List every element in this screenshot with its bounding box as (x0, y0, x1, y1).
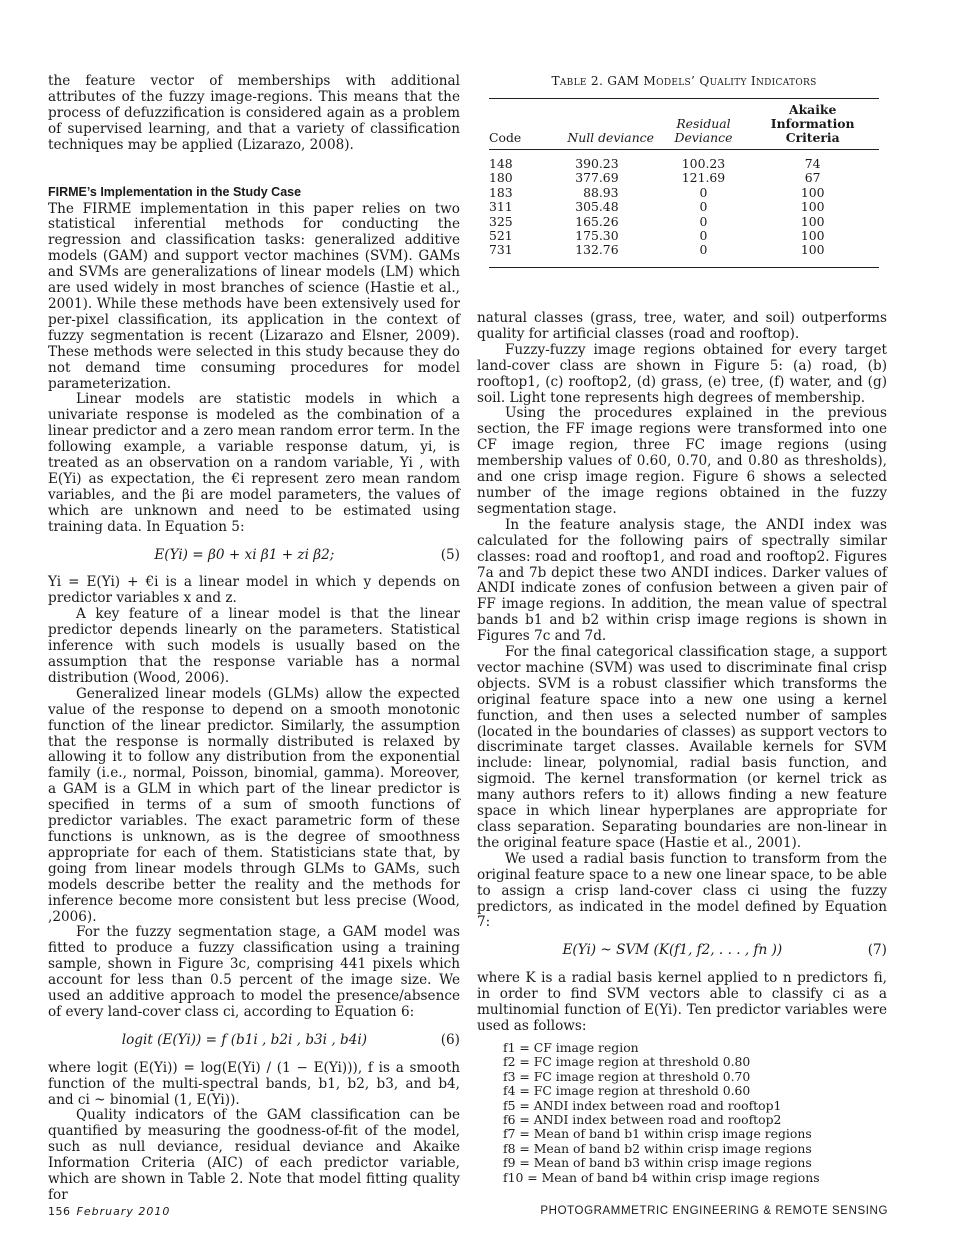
cell-aic: 74 (804, 156, 821, 171)
list-item: f9 = Mean of band b3 within crisp image regions (503, 1155, 812, 1171)
cell-residual-deviance: 0 (699, 213, 708, 229)
cell-null-deviance: 305.48 (575, 199, 619, 215)
equation-7 (477, 943, 887, 959)
paragraph: Fuzzy-fuzzy image regions obtained for every target land-cover class are shown in Figure 5: (a) road, (b) rooftop1, (c) rooftop2, (d) grass, (e) tree, (f) water, and (g) soil. Light tone represents high degrees of membership. (477, 341, 887, 406)
paragraph: natural classes (grass, tree, water, and soil) outperforms quality for artificial classes (road and rooftop). (477, 310, 887, 342)
table-row (489, 186, 879, 200)
cell-null-deviance: 377.69 (575, 170, 619, 186)
list-item: f6 = ANDI index between road and rooftop2 (503, 1111, 782, 1127)
right-column (477, 311, 887, 1185)
cell-null-deviance: 175.30 (575, 228, 619, 244)
equation-number: (7) (867, 942, 887, 959)
equation-expression: logit (E(Yi)) = f (b1i , b2i , b3i , b4i) (121, 1031, 367, 1048)
cell-null-deviance: 165.26 (575, 213, 619, 229)
cell-code: 325 (489, 213, 513, 229)
list-item: f1 = CF image region (503, 1039, 639, 1055)
paragraph: Quality indicators of the GAM classification can be quantified by measuring the goodness-of-fit of the model, such as null deviance, residual deviance and Akaike Information Criteria (AIC) of each predictor variable, which are shown in Table 2. Note that model fitting quality for (48, 1107, 460, 1203)
col-header-residual-deviance (661, 103, 747, 150)
col-header-code: Code (489, 130, 522, 145)
table-2 (489, 74, 879, 268)
paragraph: the feature vector of memberships with additional attributes of the fuzzy image-regions. This means that the process of defuzzification is considered again as a problem of supervised learning, and that a variety of classification techniques may be applied (Lizarazo, 2008). (48, 73, 460, 153)
page-info (48, 1205, 170, 1218)
cell-aic: 100 (800, 242, 825, 258)
predictor-variable-list (503, 1041, 887, 1185)
table-row (489, 229, 879, 243)
paragraph: Yi = E(Yi) + €i is a linear model in which y depends on predictor variables x and z. (48, 574, 460, 607)
list-item: f7 = Mean of band b1 within crisp image regions (503, 1126, 812, 1142)
cell-null-deviance: 390.23 (575, 156, 619, 171)
equation-6 (48, 1033, 460, 1049)
paragraph: Using the procedures explained in the previous section, the FF image regions were transformed into one CF image region, three FC image regions (using membership values of 0.60, 0.70, and 0.80 as thresholds), and one crisp image region. Figure 6 shows a selected number of the image regions obtained in the fuzzy segmentation stage. (477, 405, 887, 517)
list-item: f5 = ANDI index between road and rooftop1 (503, 1097, 782, 1113)
paragraph: In the feature analysis stage, the ANDI index was calculated for the following pairs of spectrally similar classes: road and rooftop1, and road and rooftop2. Figures 7a and 7b depict these two ANDI indices. Darker values of ANDI indicate zones of confusion between a given pair of FF image regions. In addition, the mean value of spectral bands b1 and b2 within crisp image regions is shown in Figures 7c and 7d. (477, 516, 887, 645)
cell-residual-deviance: 0 (699, 199, 708, 215)
paragraph: where logit (E(Yi)) = log(E(Yi) / (1 − E(Yi))), f is a smooth function of the multi-spectral bands, b1, b2, b3, and b4, and ci ~ binomial (1, E(Yi)). (48, 1059, 460, 1108)
paragraph: where K is a radial basis kernel applied to n predictors fi, in order to find SVM vectors able to classify ci as a multinomial function of E(Yi). Ten predictor variables were used as follows: (477, 970, 887, 1034)
page-footer (48, 1202, 888, 1220)
table-row (489, 243, 879, 257)
header-line: Akaike Information (770, 102, 855, 131)
cell-code: 311 (489, 199, 513, 215)
header-line: Deviance (674, 130, 733, 145)
paragraph: For the final categorical classification stage, a support vector machine (SVM) was used to discriminate final crisp objects. SVM is a robust classifier which transforms the original feature space into a new one using a kernel function, and then uses a selected number of samples (located in the boundaries of classes) as support vectors to discriminate target classes. Available kernels for SVM include: linear, polynomial, radial basis function, and sigmoid. The kernel transformation (or kernel trick as many authors refers to it) allows finding a new feature space in which linear hyperplanes are appropriate for class separation. Separating boundaries are non-linear in the original feature space (Hastie et al., 2001). (477, 644, 887, 851)
header-line: Residual (676, 116, 731, 131)
table-row (489, 171, 879, 185)
paragraph: Linear models are statistic models in which a univariate response is modeled as the combination of a linear predictor and a zero mean random error term. In the following example, a variable response datum, yi, is treated as an observation on a random variable, Yi , with E(Yi) as expectation, the €i represent zero mean random variables, and the βi are model parameters, the values of which are unknown and need to be estimated using training data. In Equation 5: (48, 391, 460, 535)
list-item: f8 = Mean of band b2 within crisp image regions (503, 1140, 812, 1156)
table-row (489, 215, 879, 229)
paragraph: A key feature of a linear model is that the linear predictor depends linearly on the parameters. Statistical inference with such models is usually based on the assumption that the response variable has a normal distribution (Wood, 2006). (48, 606, 460, 686)
cell-residual-deviance: 100.23 (681, 156, 726, 171)
section-heading: FIRME’s Implementation in the Study Case (48, 184, 302, 199)
page-number: 156 (48, 1204, 71, 1218)
cell-code: 183 (489, 184, 513, 200)
list-item: f3 = FC image region at threshold 0.70 (503, 1068, 751, 1084)
equation-expression: E(Yi) = β0 + xi β1 + zi β2; (154, 546, 335, 563)
cell-residual-deviance: 121.69 (681, 170, 726, 186)
cell-null-deviance: 132.76 (575, 242, 619, 258)
cell-null-deviance: 88.93 (583, 184, 619, 200)
journal-name: PHOTOGRAMMETRIC ENGINEERING & REMOTE SENSING (540, 1205, 888, 1217)
cell-aic: 100 (800, 213, 825, 229)
list-item: f10 = Mean of band b4 within crisp image regions (503, 1169, 820, 1185)
cell-code: 521 (489, 228, 513, 244)
equation-expression: E(Yi) ~ SVM (K(f1, f2, . . . , fn )) (562, 942, 783, 959)
table-body (489, 150, 879, 268)
list-item: f2 = FC image region at threshold 0.80 (503, 1054, 751, 1070)
paragraph: We used a radial basis function to transform from the original feature space to a new one linear space, to be able to assign a crisp land-cover class ci using the fuzzy predictors, as indicated in the model defined by Equation 7: (477, 850, 887, 931)
header-line: Criteria (785, 130, 840, 145)
table-row (489, 200, 879, 214)
cell-residual-deviance: 0 (699, 228, 708, 244)
list-item: f4 = FC image region at threshold 0.60 (503, 1083, 751, 1099)
equation-number: (5) (440, 546, 460, 563)
cell-residual-deviance: 0 (699, 242, 708, 258)
equation-number: (6) (440, 1031, 460, 1048)
equation-5 (48, 548, 460, 564)
paragraph: For the fuzzy segmentation stage, a GAM model was fitted to produce a fuzzy classification using a training sample, shown in Figure 3c, comprising 441 pixels which account for less than 0.5 percent of the image size. We used an additive approach to model the presence/absence of every land-cover class ci, according to Equation 6: (48, 924, 460, 1020)
paragraph: The FIRME implementation in this paper relies on two statistical inferential methods for conducting the regression and classification tasks: generalized additive models (GAM) and support vector machines (SVM). GAMs and SVMs are generalizations of linear models (LM) which are used widely in most branches of science (Hastie et al., 2001). While these methods have been extensively used for per-pixel classification, its application in the context of fuzzy segmentation is recent (Lizarazo and Elsner, 2009). These methods were selected in this study because they do not demand time consuming procedures for model parameterization. (48, 200, 460, 392)
cell-aic: 100 (800, 199, 825, 215)
cell-code: 148 (489, 156, 513, 171)
cell-code: 180 (489, 170, 513, 186)
col-header-null-deviance: Null deviance (567, 130, 654, 145)
cell-aic: 67 (804, 170, 821, 186)
cell-aic: 100 (800, 184, 825, 200)
cell-residual-deviance: 0 (699, 184, 708, 200)
cell-aic: 100 (800, 228, 825, 244)
issue-date: February 2010 (76, 1204, 171, 1218)
table-title: Table 2. GAM Models’ Quality Indicators (551, 74, 817, 88)
quality-table (489, 98, 879, 268)
table-row (489, 157, 879, 171)
left-column (48, 74, 460, 1204)
col-header-aic (746, 103, 879, 150)
cell-code: 731 (489, 242, 513, 258)
paragraph: Generalized linear models (GLMs) allow the expected value of the response to depend on a smooth monotonic function of the linear predictor. Similarly, the assumption that the response is normally distributed is relaxed by allowing it to follow any distribution from the exponential family (i.e., normal, Poisson, binomial, gamma). Moreover, a GAM is a GLM in which part of the linear predictor is specified in terms of a sum of smooth functions of predictor variables. The exact parametric form of these functions is unknown, as is the degree of smoothness appropriate for each of them. Statisticians state that, by going from linear models through GLMs to GAMs, such models describe better the reality and the methods for inference become more consistent but less precise (Wood, ,2006). (48, 685, 460, 925)
